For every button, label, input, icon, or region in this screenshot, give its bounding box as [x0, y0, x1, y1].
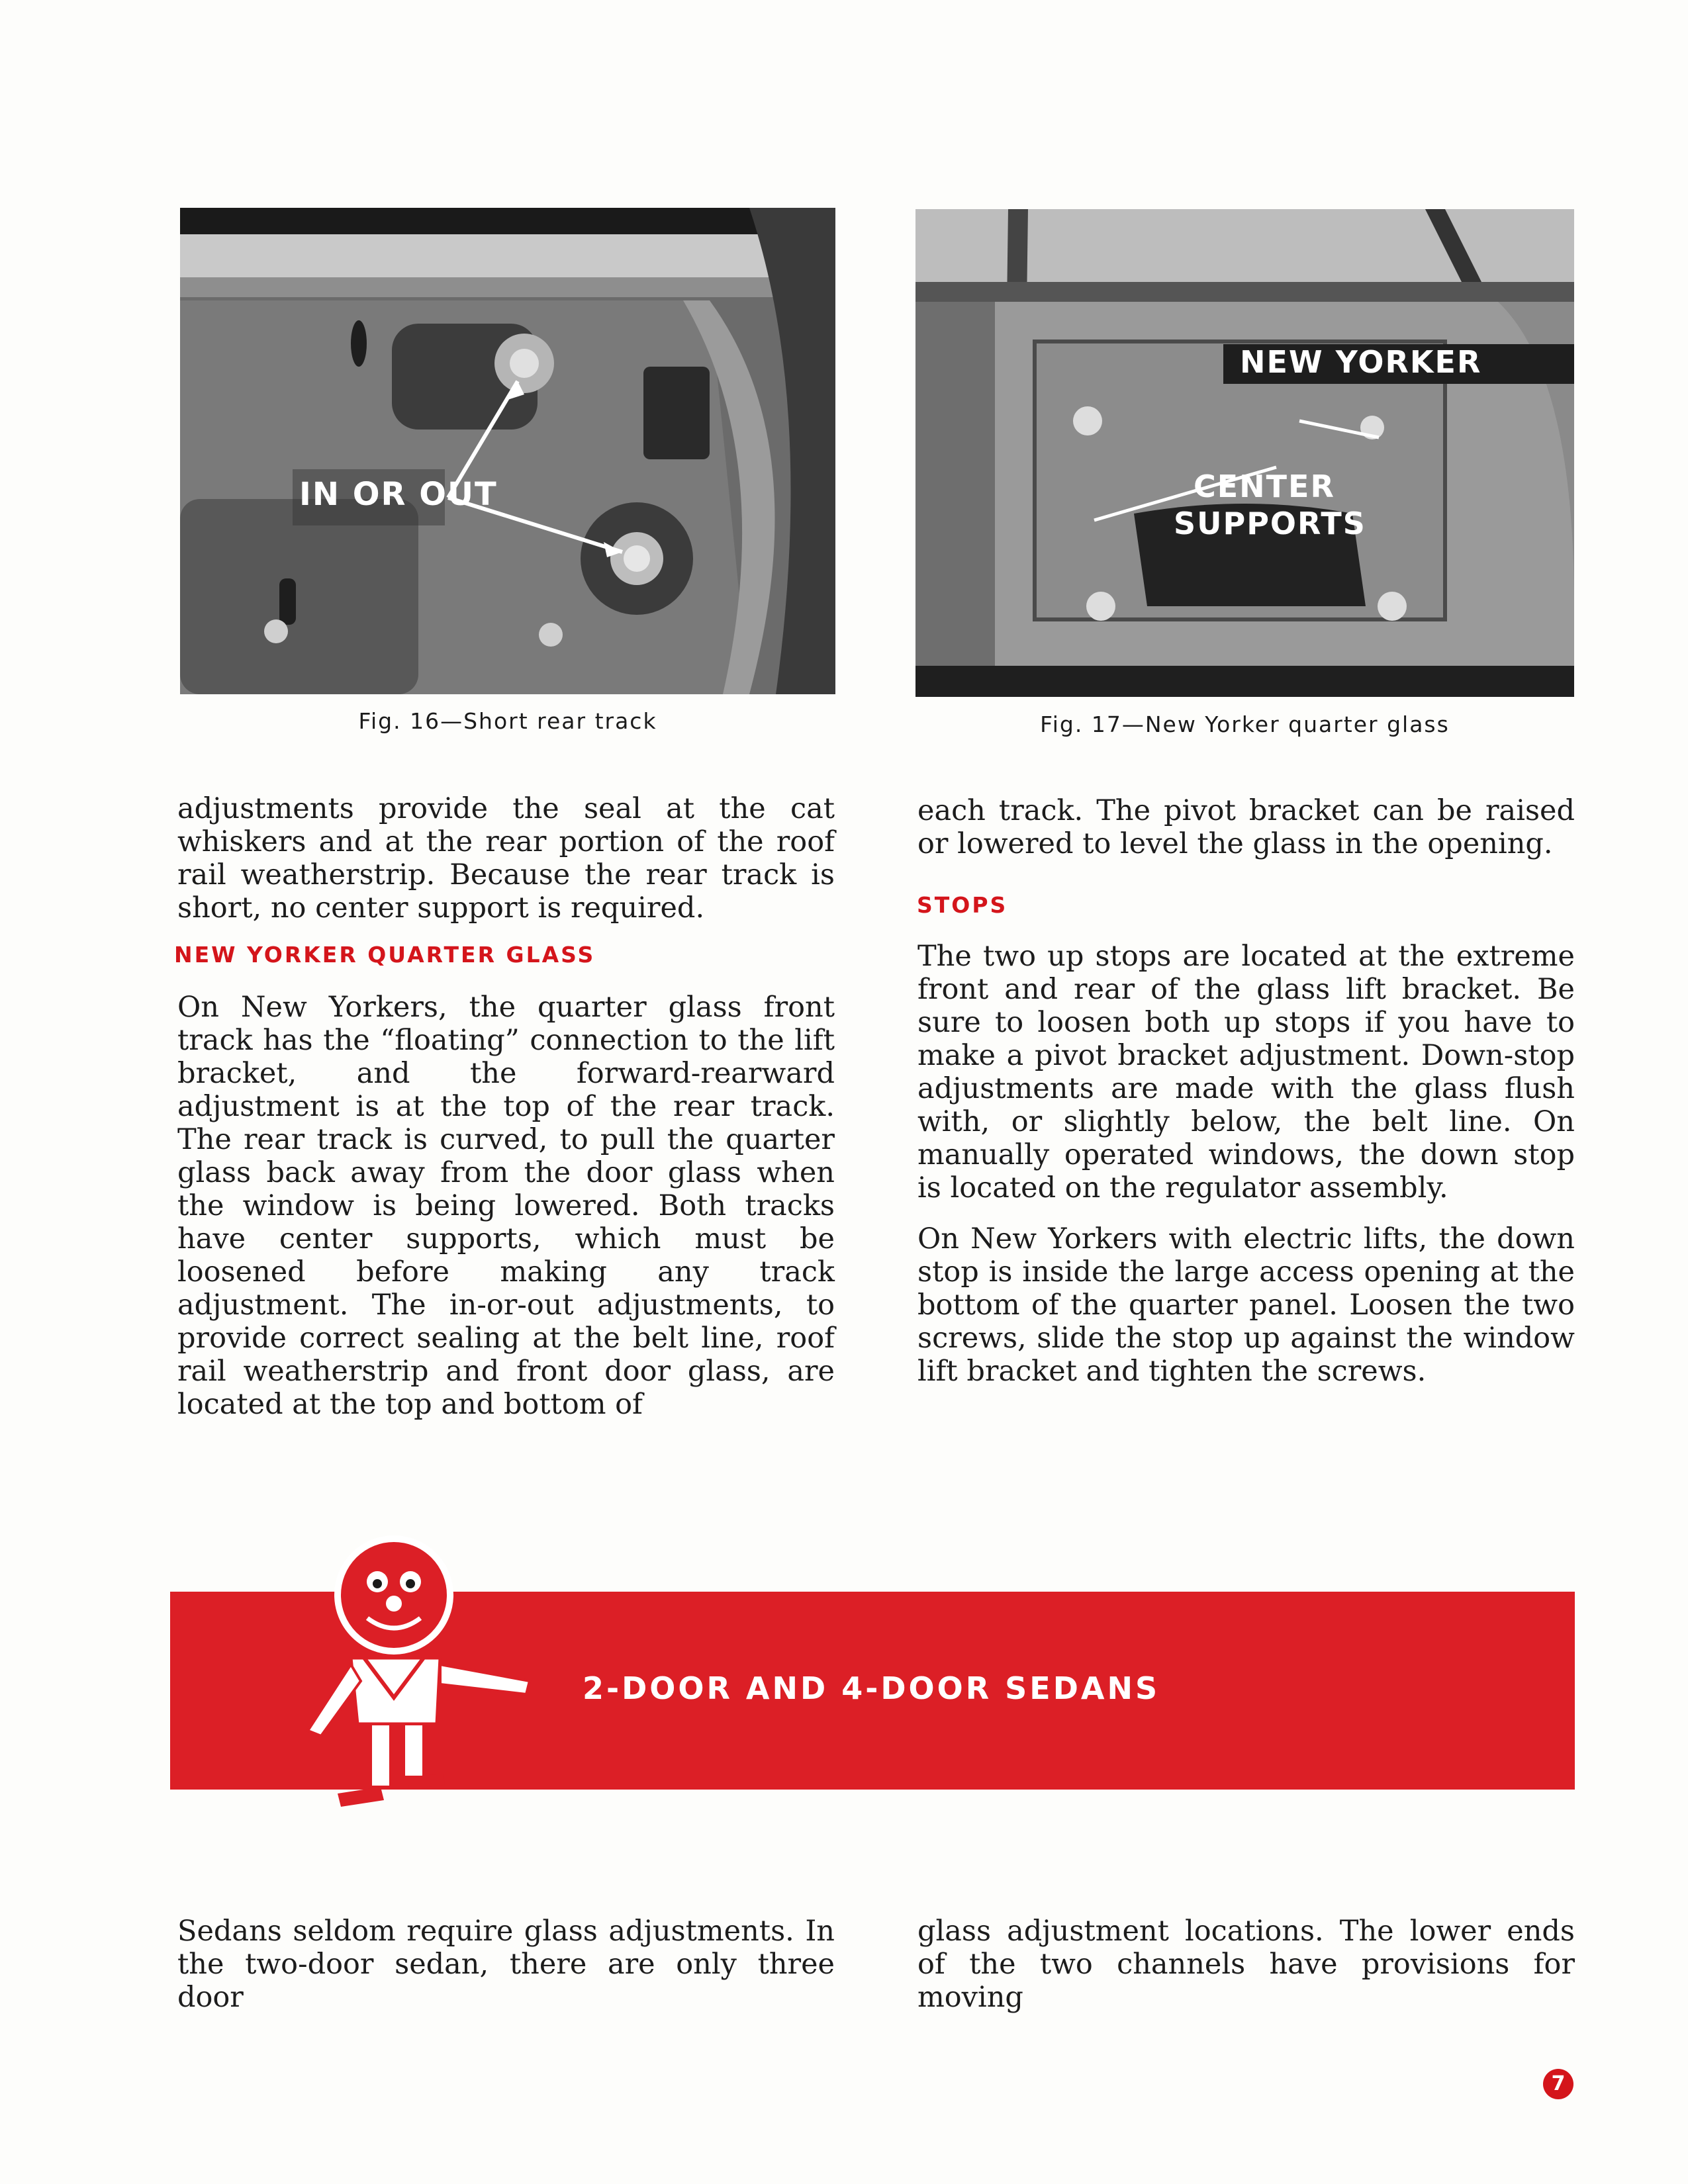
new-yorker-label: NEW YORKER — [1240, 344, 1482, 380]
page-number: 7 — [1543, 2069, 1573, 2099]
fig17-photo — [915, 209, 1574, 697]
left-para-2: On New Yorkers, the quarter glass front track has the “floating” connection to the lift bracket, and the forward-rearward adjustment is at the top of the rear track. The rear track is curved, to pull the quarter glass back away from the door glass when the window is being lowered. Both tracks have center supports, which must be loosened before making any track adjustment. The in-or-out adjustments, to provide correct sealing at the belt line, roof rail weatherstrip and front door glass, are located at the top and bottom of — [177, 991, 835, 1421]
bottom-left-para: Sedans seldom require glass adjustments. In the two-door sedan, there are only three door — [177, 1915, 835, 2014]
supports-label: SUPPORTS — [1174, 506, 1366, 541]
in-or-out-label: IN OR OUT — [299, 476, 498, 513]
right-para-1: each track. The pivot bracket can be raised or lowered to level the glass in the opening. — [917, 794, 1575, 860]
left-para-1: adjustments provide the seal at the cat whiskers and at the rear portion of the roof rail weatherstrip. Because the rear track is short, no center support is required. — [177, 792, 835, 925]
fig16-caption: Fig. 16—Short rear track — [358, 708, 657, 734]
banner-title: 2-DOOR AND 4-DOOR SEDANS — [583, 1670, 1160, 1706]
mascot-figure — [271, 1525, 563, 1817]
bottom-right-para: glass adjustment locations. The lower ends of the two channels have provisions for moving — [917, 1915, 1575, 2014]
center-label: CENTER — [1194, 469, 1335, 504]
fig17-caption: Fig. 17—New Yorker quarter glass — [1040, 711, 1450, 737]
right-para-2: The two up stops are located at the extreme front and rear of the glass lift bracket. Be sure to loosen both up stops if you have to make a pivot bracket adjustment. Down-stop adjustments are made with the glass flush with, or slightly below, the belt line. On manually operated windows, the down stop is located on the regulator assembly. — [917, 940, 1575, 1205]
right-para-3: On New Yorkers with electric lifts, the down stop is inside the large access opening at the bottom of the quarter panel. Loosen the two screws, slide the stop up against the window lift bracket and tighten the screws. — [917, 1222, 1575, 1388]
fig16-photo — [180, 208, 835, 694]
heading-stops: STOPS — [917, 892, 1008, 918]
heading-new-yorker-quarter-glass: NEW YORKER QUARTER GLASS — [174, 942, 596, 968]
